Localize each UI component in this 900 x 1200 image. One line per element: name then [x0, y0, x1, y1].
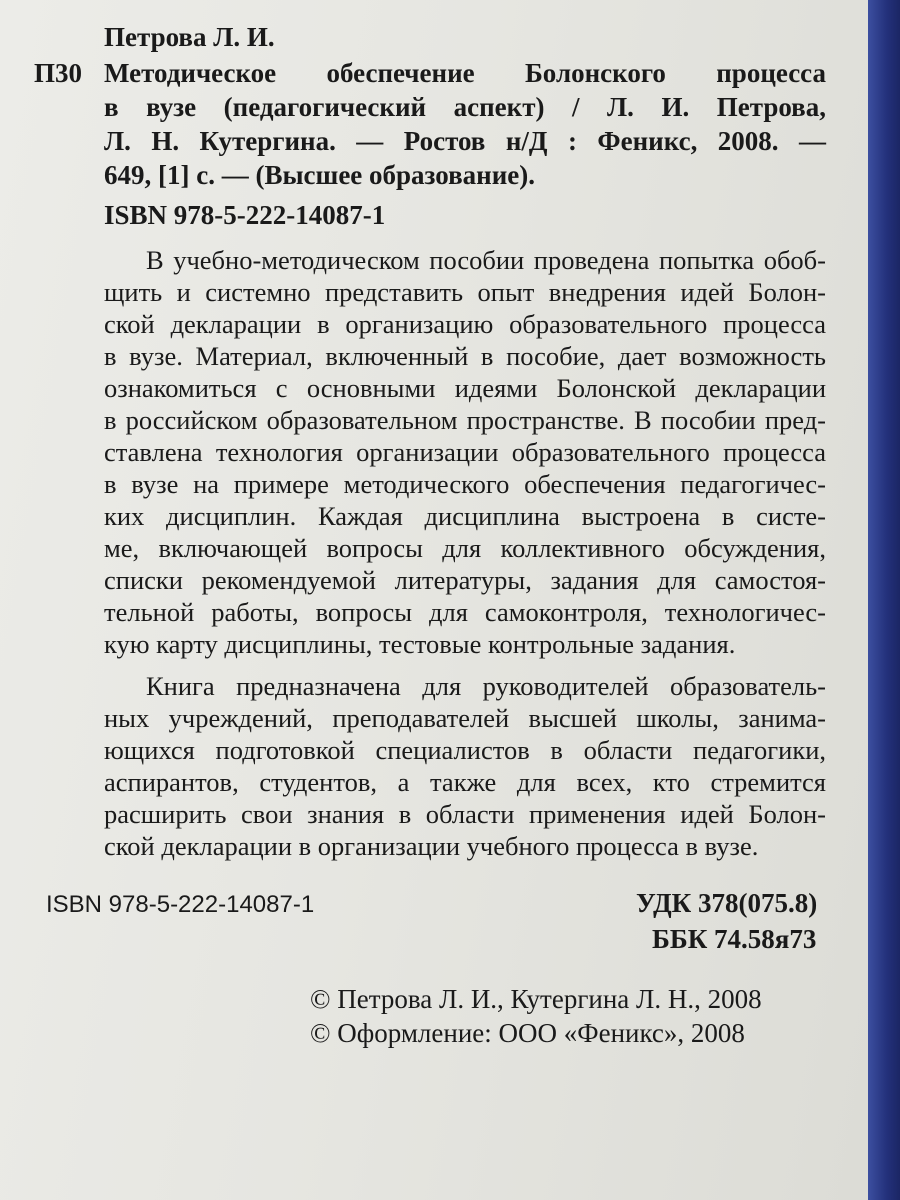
annotation-line-last: ской декларации в организации учебного процесса в вузе.: [104, 831, 759, 861]
copyright-design: © Оформление: ООО «Феникс», 2008: [310, 1018, 745, 1048]
annotation-line: расширить свои знания в области применения идей Болон-: [104, 799, 826, 829]
bib-line-1: Методическое обеспечение Болонского процесса: [104, 58, 826, 88]
book-cover-edge: [868, 0, 900, 1200]
annotation-line: ме, включающей вопросы для коллективного обсуждения,: [104, 533, 826, 563]
annotation-line: щить и системно представить опыт внедрения идей Болон-: [104, 277, 826, 307]
annotation-line: ющихся подготовкой специалистов в области педагогики,: [104, 735, 826, 765]
udk-code: УДК 378(075.8): [636, 888, 818, 918]
annotation-line: В учебно-методическом пособии проведена попытка обоб-: [146, 245, 826, 275]
annotation-line: аспирантов, студентов, а также для всех, кто стремится: [104, 767, 826, 797]
library-code: П30: [34, 58, 83, 88]
bbk-code: ББК 74.58я73: [652, 924, 817, 954]
annotation-line: ознакомиться с основными идеями Болонской декларации: [104, 373, 826, 403]
annotation-line: в вузе на примере методического обеспечения педагогичес-: [104, 469, 826, 499]
annotation-line: в вузе. Материал, включенный в пособие, дает возможность: [104, 341, 826, 371]
bib-line-4: 649, [1] с. — (Высшее образование).: [104, 160, 535, 190]
footer-isbn: ISBN 978-5-222-14087-1: [46, 891, 315, 918]
annotation-line: тельной работы, вопросы для самоконтроля, технологичес-: [104, 597, 826, 627]
annotation-line: ставлена технология организации образовательного процесса: [104, 437, 826, 467]
annotation-line: Книга предназначена для руководителей образователь-: [146, 671, 826, 701]
annotation-line: списки рекомендуемой литературы, задания для самостоя-: [104, 565, 826, 595]
bib-line-2: в вузе (педагогический аспект) / Л. И. Петрова,: [104, 92, 826, 122]
annotation-line: ких дисциплин. Каждая дисциплина выстроена в систе-: [104, 501, 826, 531]
author-heading: Петрова Л. И.: [104, 22, 275, 52]
annotation-line: ской декларации в организацию образовательного процесса: [104, 309, 826, 339]
bib-line-3: Л. Н. Кутергина. — Ростов н/Д : Феникс, 2008. —: [104, 126, 826, 156]
annotation-line: в российском образовательном пространстве. В пособии пред-: [104, 405, 826, 435]
annotation-line: ных учреждений, преподавателей высшей школы, занима-: [104, 703, 826, 733]
annotation-line-last: кую карту дисциплины, тестовые контрольные задания.: [104, 629, 736, 659]
copyright-authors: © Петрова Л. И., Кутергина Л. Н., 2008: [310, 984, 762, 1014]
header-isbn: ISBN 978-5-222-14087-1: [104, 200, 386, 230]
